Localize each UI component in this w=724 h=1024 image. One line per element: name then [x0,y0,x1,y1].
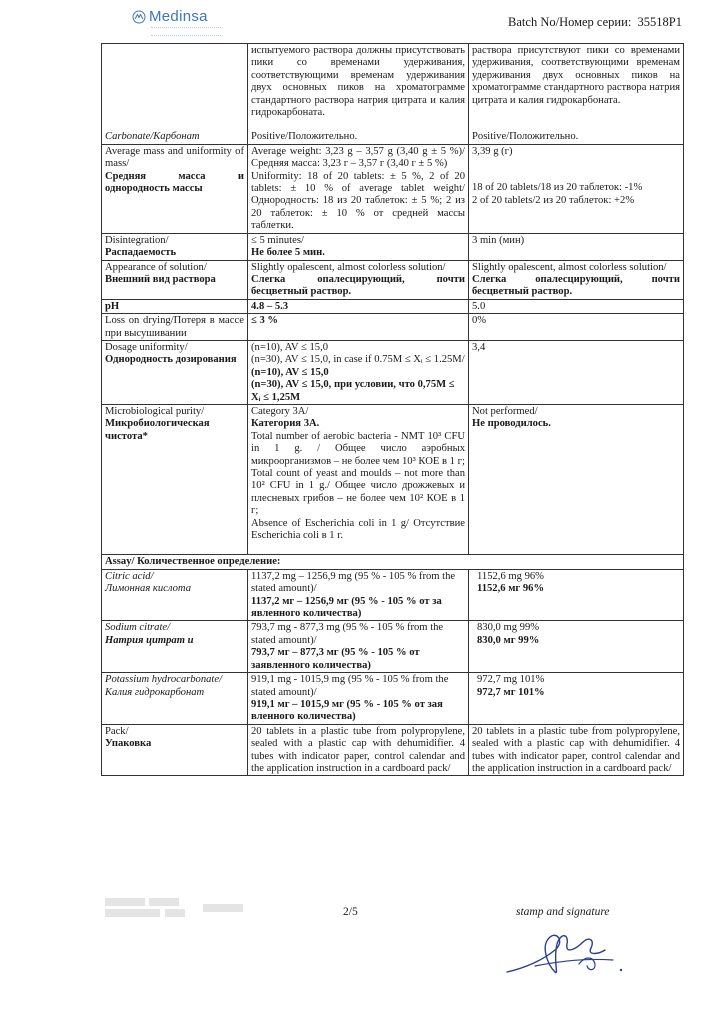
table-row [102,299,684,313]
medinsa-logo-icon [132,10,146,24]
result-text: Positive/Положительно. [472,131,579,143]
result-text: 5.0 [472,300,486,312]
result-text: Слегка опалесцирующий, почти бесцветный раствор. [472,273,680,298]
result-text: 0% [472,315,487,327]
table-row [102,724,684,776]
requirement-text: Average weight: 3,23 g – 3,57 g (3,40 g ± 5 %)/Средняя масса: 3,23 г – 3,57 г (3,40 г ± 5 %) [251,145,465,170]
test-name-ru: Натрия цитрат и [105,634,194,646]
result-text: 1152,6 mg 96% [477,570,544,582]
requirement-text: Не более 5 мин. [251,247,325,259]
result-text: 20 tablets in a plastic tube from polypropylene, sealed with a plastic cap with dehumidifier. 4 tubes with indicator paper, control calendar and the application instruction in a cardboard pack/ [472,725,680,774]
requirement-text: Absence of Escherichia coli in 1 g/ Отсутствие Escherichia coli в 1 г. [251,517,465,542]
requirement-text: Uniformity: 18 of 20 tablets: ± 5 %, 2 of 20 tablets: ± 10 % of average tablet weight/Однородность: 18 из 20 таблеток: ± 5 %; 2 из 20 таблеток: ± 10 % от средней массы таблетки. [251,170,465,232]
test-name: Sodium citrate/ [105,622,171,634]
result-text: 972,7 мг 101% [477,686,545,698]
requirement-text: (n=30), AV ≤ 15,0, при условии, что 0,75M ≤ Xᵢ ≤ 1,25M [251,379,455,403]
result-text: 1152,6 мг 96% [477,583,545,595]
table-row [102,260,684,299]
test-name-ru: Микробиологическая чистота* [105,418,210,442]
result-text: 3,39 g (г) [472,145,513,157]
table-row [102,44,684,120]
result-text: Not performed/ [472,405,538,417]
table-row [102,621,684,673]
requirement-text: Категория 3А. [251,418,320,430]
requirement-text: Total number of aerobic bacteria - NMT 10³ CFU in 1 g. / Общее число аэробных микроорганизмов – не более чем 10³ КОЕ в 1 г; [251,430,465,467]
requirement-text: (n=10), AV ≤ 15,0 [251,341,329,353]
test-name: Citric acid/ [105,570,154,582]
test-name-ru: Внешний вид раствора [105,273,216,285]
bleed-through-text-decoration [103,894,263,920]
test-name-ru: Средняя масса и однородность массы [105,170,244,195]
table-row [102,404,684,554]
stamp-and-signature-label: stamp and signature [516,906,610,918]
test-name: Loss on drying/Потеря в массе при высушивании [105,315,244,339]
requirement-text: 919,1 мг – 1015,9 мг (95 % - 105 % от зая вленного количества) [251,698,443,723]
result-text: 2 of 20 tablets/2 из 20 таблеток: +2% [472,194,635,206]
test-name-ru: Упаковка [105,738,152,750]
requirement-text: Category 3A/ [251,405,309,417]
test-name-ru: Однородность дозирования [105,354,237,366]
requirement-text: 1137,2 мг – 1256,9 мг (95 % - 105 % от за явленного количества) [251,595,442,620]
table-row [102,673,684,725]
medinsa-logo [132,8,242,36]
table-row [102,314,684,341]
test-name-ru: Распадаемость [105,247,177,259]
requirement-text: Total count of yeast and moulds – not more than 10² CFU in 1 g./ Общее число дрожжевых и плесневых грибов – не более чем 10² КОЕ в 1 г; [251,468,465,517]
result-text: 830,0 мг 99% [477,634,540,646]
requirement-text: ≤ 5 minutes/ [251,234,304,246]
result-text: 3 min (мин) [472,234,525,246]
test-name: Carbonate/Карбонат [105,131,200,143]
table-row [102,144,684,233]
requirement-text: ≤ 3 % [251,315,279,327]
result-text: 18 of 20 tablets/18 из 20 таблеток: -1% [472,182,643,194]
result-text: раствора присутствуют пики со временами удерживания, соответствующими временам удерживания двух основных пиков на хроматограмме стандартного раствора натрия цитрата и калия гидрокарбоната. [472,45,680,106]
test-name: pH [105,300,120,312]
result-text: 830,0 mg 99% [477,622,540,634]
test-name: Disintegration/ [105,234,169,246]
batch-label: Batch No/Номер серии: [508,15,632,29]
page-number: 2/5 [343,906,358,918]
batch-value: 35518P1 [637,15,682,29]
requirement-text: 919,1 mg - 1015,9 mg (95 % - 105 % from the stated amount)/ [251,674,449,698]
batch-number [508,15,682,30]
logo-name: Medinsa [149,8,208,25]
test-name: Appearance of solution/ [105,261,207,273]
requirement-text: 1137,2 mg – 1256,9 mg (95 % - 105 % from the stated amount)/ [251,570,456,595]
requirement-text: 4.8 – 5.3 [251,300,289,312]
specification-table [101,43,684,776]
requirement-text: (n=10), AV ≤ 15,0 [251,366,329,378]
result-text: Не проводилось. [472,418,551,430]
table-row [102,569,684,621]
requirement-text: (n=30), AV ≤ 15,0, in case if 0.75M ≤ Xᵢ ≤ 1.25M/ [251,354,465,366]
test-name: Microbiological purity/ [105,405,205,417]
result-text: 3,4 [472,341,486,353]
requirement-text: Слегка опалесцирующий, почти бесцветный раствор. [251,273,465,298]
result-text: 972,7 mg 101% [477,674,545,686]
requirement-text: 20 tablets in a plastic tube from polypropylene, sealed with a plastic cap with dehumidifier. 4 tubes with indicator paper, control calendar and the application instruction in a cardboard pack/ [251,725,465,774]
requirement-text: 793,7 mg - 877,3 mg (95 % - 105 % from the stated amount)/ [251,622,444,646]
table-row [102,555,684,569]
signature [495,920,635,982]
requirement-text: Positive/Положительно. [251,131,358,143]
requirement-text: 793,7 мг – 877,3 мг (95 % - 105 % от заявленного количества) [251,647,420,671]
test-name: Dosage uniformity/ [105,341,188,353]
test-name-ru: Калия гидрокарбонат [105,686,205,698]
requirement-text: Slightly opalescent, almost colorless solution/ [251,261,446,273]
logo-tagline-decoration [151,27,221,36]
section-heading: Assay/ Количественное определение: [105,556,281,568]
test-name: Potassium hydrocarbonate/ [105,674,223,686]
result-text: Slightly opalescent, almost colorless solution/ [472,261,667,273]
table-row [102,233,684,260]
table-row [102,340,684,404]
test-name-ru: Лимонная кислота [105,583,191,595]
test-name: Pack/ [105,725,129,737]
test-name: Average mass and uniformity of mass/ [105,145,244,170]
requirement-text: испытуемого раствора должны присутствовать пики со временами удерживания, соответствующими временам удерживания двух основных пиков на хроматограмме стандартного раствора натрия цитрата и калия гидрокарбоната. [251,45,465,119]
